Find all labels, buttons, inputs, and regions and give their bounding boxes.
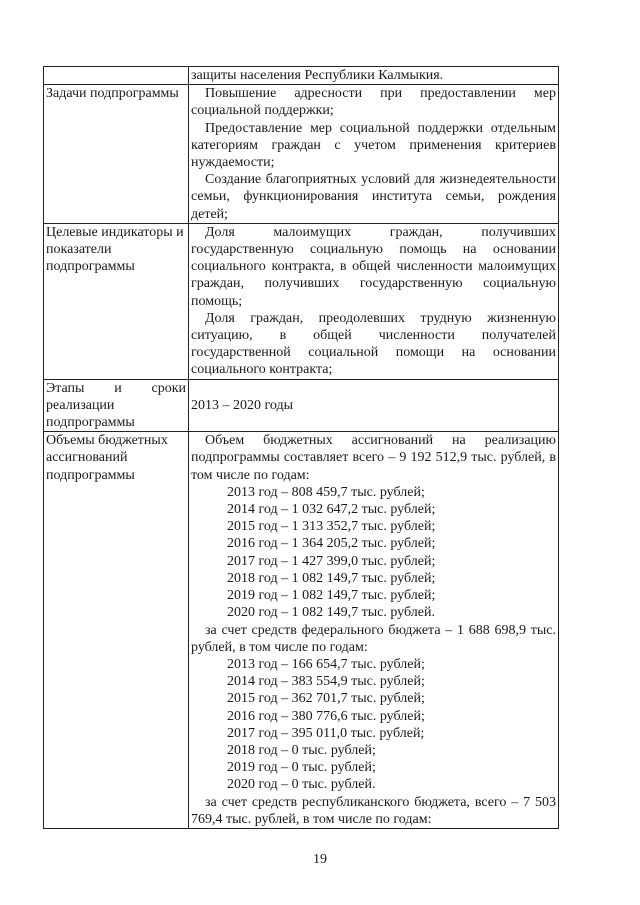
budget-year-line: 2018 год – 1 082 149,7 тыс. рублей; — [227, 570, 436, 586]
budget-year-line: 2019 год – 1 082 149,7 тыс. рублей; — [227, 588, 436, 604]
budget-year-line: 2014 год – 1 032 647,2 тыс. рублей; — [227, 502, 436, 518]
row-content-stages — [189, 379, 559, 432]
federal-budget-intro: за счет средств федерального бюджета – 1 688 698,9 тыс. рублей, в том числе по годам: — [191, 622, 556, 655]
budget-intro: Объем бюджетных ассигнований на реализацию подпрограммы составляет всего – 9 192 512,9 тыс. рублей, в том числе по годам: — [191, 433, 556, 483]
continuation-text: защиты населения Республики Калмыкия. — [191, 68, 444, 83]
table-row-budget — [44, 432, 559, 829]
table-row-indicators — [44, 223, 559, 379]
budget-year-line: 2016 год – 1 364 205,2 тыс. рублей; — [227, 536, 436, 552]
stages-text: 2013 – 2020 годы — [191, 397, 294, 413]
task-paragraph: Повышение адресности при предоставлении мер социальной поддержки; — [191, 86, 556, 119]
federal-year-line: 2013 год – 166 654,7 тыс. рублей; — [227, 656, 425, 672]
budget-year-line: 2015 год – 1 313 352,7 тыс. рублей; — [227, 519, 436, 535]
row-label-budget: Объемы бюджетных ассигнований подпрограммы — [44, 432, 189, 829]
row-label-tasks: Задачи подпрограммы — [44, 85, 189, 224]
budget-year-line: 2020 год – 1 082 149,7 тыс. рублей. — [227, 605, 435, 621]
budget-year-line: 2017 год – 1 427 399,0 тыс. рублей; — [227, 553, 436, 569]
federal-year-line: 2014 год – 383 554,9 тыс. рублей; — [227, 674, 425, 690]
federal-year-line: 2019 год – 0 тыс. рублей; — [227, 760, 376, 776]
table-row-stages — [44, 379, 559, 432]
federal-year-line: 2017 год – 395 011,0 тыс. рублей; — [227, 725, 425, 741]
subprogram-passport-table — [43, 66, 559, 829]
row-content — [189, 67, 559, 85]
row-label-stages: Этапы и сроки реализации подпрограммы — [44, 379, 189, 432]
federal-year-line: 2016 год – 380 776,6 тыс. рублей; — [227, 708, 425, 724]
row-content-tasks — [189, 85, 559, 224]
row-content-indicators — [189, 223, 559, 379]
table-row-tasks — [44, 85, 559, 224]
row-label-empty — [44, 67, 189, 85]
row-label-indicators: Целевые индикаторы и показатели подпрограммы — [44, 223, 189, 379]
row-content-budget — [189, 432, 559, 829]
federal-year-line: 2015 год – 362 701,7 тыс. рублей; — [227, 691, 425, 707]
table-row-continuation — [44, 67, 559, 85]
indicator-paragraph: Доля малоимущих граждан, получивших государственную социальную помощь на основании социального контракта, в общей численности малоимущих граждан, получивших государственную социальную помощь; — [191, 224, 556, 309]
task-paragraph: Предоставление мер социальной поддержки отдельным категориям граждан с учетом применения критериев нуждаемости; — [191, 120, 556, 171]
federal-year-line: 2018 год – 0 тыс. рублей; — [227, 742, 376, 758]
federal-year-line: 2020 год – 0 тыс. рублей. — [227, 777, 376, 793]
republic-budget-intro: за счет средств республиканского бюджета, всего – 7 503 769,4 тыс. рублей, в том числе по годам: — [191, 794, 556, 827]
indicator-paragraph: Доля граждан, преодолевших трудную жизненную ситуацию, в общей численности получателей государственной социальной помощи на основании социального контракта; — [191, 310, 556, 378]
budget-year-line: 2013 год – 808 459,7 тыс. рублей; — [227, 484, 425, 500]
task-paragraph: Создание благоприятных условий для жизнедеятельности семьи, функционирования института семьи, рождения детей; — [191, 172, 556, 222]
page-number: 19 — [313, 852, 327, 867]
